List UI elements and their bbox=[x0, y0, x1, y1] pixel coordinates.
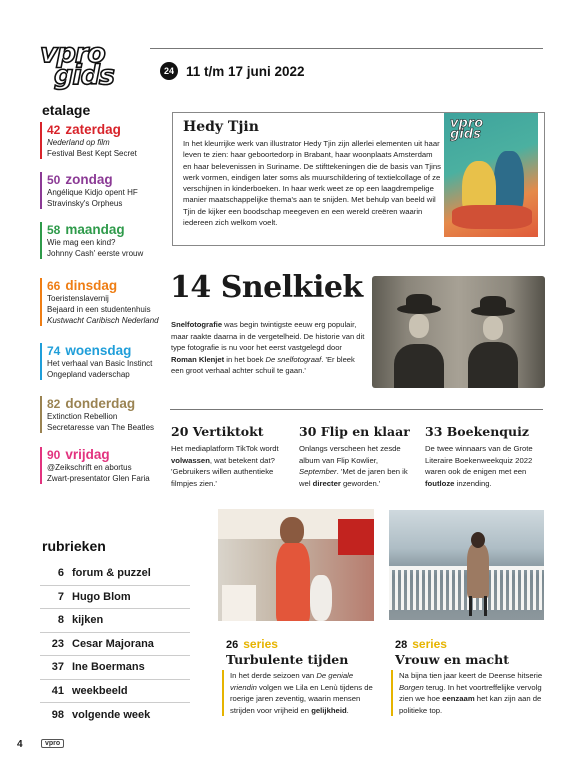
rubriek-item[interactable] bbox=[40, 609, 190, 633]
day-page-number: 82 bbox=[47, 397, 61, 411]
day-page-number: 90 bbox=[47, 448, 61, 462]
column-flip-en-klaar bbox=[299, 424, 415, 489]
issue-number-badge: 24 bbox=[160, 62, 178, 80]
vpro-gids-logo bbox=[40, 38, 150, 90]
day-page-number: 42 bbox=[47, 123, 61, 137]
day-page-number: 50 bbox=[47, 173, 61, 187]
rubriek-item[interactable] bbox=[40, 656, 190, 680]
top-rule bbox=[150, 48, 543, 49]
rubriek-page-number: 37 bbox=[51, 661, 64, 674]
day-item: Festival Best Kept Secret bbox=[47, 149, 137, 158]
day-heading bbox=[47, 122, 185, 137]
day-item: Bejaard in een studentenhuis bbox=[47, 305, 151, 314]
magazine-cover-image bbox=[444, 113, 538, 237]
issue-header bbox=[160, 62, 305, 80]
rubriek-page-number: 23 bbox=[51, 637, 64, 650]
snelkiek-title[interactable]: 14 Snelkiek bbox=[170, 270, 363, 305]
rubriek-item[interactable] bbox=[40, 586, 190, 610]
cover-logo: vpro gids bbox=[450, 116, 484, 142]
rubriek-page-number: 7 bbox=[57, 590, 64, 603]
day-heading bbox=[47, 447, 185, 462]
column-title[interactable]: 30 Flip en klaar bbox=[299, 424, 410, 439]
rubriek-label: forum & puzzel bbox=[72, 567, 151, 580]
day-item: Nederland op film bbox=[47, 138, 110, 147]
column-title[interactable]: 20 Vertiktokt bbox=[171, 424, 264, 439]
day-page-number: 58 bbox=[47, 223, 61, 237]
series-title-turbulente-tijden[interactable]: Turbulente tijden bbox=[226, 652, 349, 667]
series-photo-geniale-vriendin bbox=[218, 509, 374, 621]
day-item: Toeristenslavernij bbox=[47, 294, 109, 303]
day-name: woensdag bbox=[65, 343, 132, 358]
day-item: Kustwacht Caribisch Nederland bbox=[47, 316, 159, 325]
rubriek-label: volgende week bbox=[72, 708, 151, 721]
series-text: In het derde seizoen van De geniale vriendin volgen we Lila en Lenù tijdens de roerige jaren zeventig, waarin mensen strijden voor vrijheid en gelijkheid. bbox=[222, 670, 374, 716]
day-zondag[interactable] bbox=[40, 172, 185, 209]
series-label: 26 series bbox=[226, 637, 278, 651]
logo-line-2: gids bbox=[54, 60, 114, 91]
date-range: 11 t/m 17 juni 2022 bbox=[186, 63, 305, 79]
day-item: Wie mag een kind? bbox=[47, 238, 116, 247]
day-name: maandag bbox=[65, 222, 125, 237]
rubriek-label: Cesar Majorana bbox=[72, 637, 154, 650]
day-donderdag[interactable] bbox=[40, 396, 185, 433]
rubriek-item[interactable] bbox=[40, 703, 190, 727]
column-vertiktokt bbox=[171, 424, 291, 489]
day-name: vrijdag bbox=[65, 447, 110, 462]
day-heading bbox=[47, 343, 185, 358]
day-item: Angélique Kidjo opent HF bbox=[47, 188, 138, 197]
day-item: Stravinsky's Orpheus bbox=[47, 199, 123, 208]
series-text: Na bijna tien jaar keert de Deense hitserie Borgen terug. In het voortreffelijke vervolg zien we hoe eenzaam het kan zijn aan de politieke top. bbox=[391, 670, 543, 716]
day-dinsdag[interactable] bbox=[40, 278, 185, 326]
page-number: 4 bbox=[17, 739, 23, 750]
day-heading bbox=[47, 396, 185, 411]
vintage-photo-two-women bbox=[372, 276, 545, 388]
hedy-title[interactable]: Hedy Tjin bbox=[183, 119, 259, 135]
day-item: Het verhaal van Basic Instinct bbox=[47, 359, 153, 368]
day-item: Extinction Rebellion bbox=[47, 412, 118, 421]
column-boekenquiz bbox=[425, 424, 543, 489]
rubriek-label: kijken bbox=[72, 614, 104, 627]
series-label: 28 series bbox=[395, 637, 447, 651]
etalage-title: etalage bbox=[42, 102, 91, 118]
rubrieken-list bbox=[40, 562, 190, 727]
series-photo-borgen bbox=[389, 510, 544, 620]
rubriek-page-number: 8 bbox=[57, 614, 64, 627]
day-heading bbox=[47, 278, 185, 293]
column-title[interactable]: 33 Boekenquiz bbox=[425, 424, 529, 439]
footer-vpro-mark: vpro bbox=[41, 739, 64, 748]
snelkiek-text: Snelfotografie was begin twintigste eeuw erg populair, maar raakte daarna in de vergetelheid. De historie van dit type fotografie is nu voor het eerst vastgelegd door Roman Klenjet in het boek De snelfotograaf. 'Er bleek een groot verhaal achter schuil te gaan.' bbox=[171, 320, 365, 375]
rubriek-label: Ine Boermans bbox=[72, 661, 145, 674]
series-title-vrouw-en-macht[interactable]: Vrouw en macht bbox=[395, 652, 510, 667]
day-page-number: 66 bbox=[47, 279, 61, 293]
rubriek-label: weekbeeld bbox=[72, 684, 128, 697]
day-name: donderdag bbox=[65, 396, 136, 411]
rubriek-page-number: 6 bbox=[57, 567, 64, 580]
day-page-number: 74 bbox=[47, 344, 61, 358]
day-name: dinsdag bbox=[65, 278, 118, 293]
rubriek-page-number: 41 bbox=[51, 684, 64, 697]
column-text: De twee winnaars van de Grote Literaire Boekenweekquiz 2022 waren ook de enigen met een foutloze inzending. bbox=[425, 444, 533, 488]
rubriek-item[interactable] bbox=[40, 633, 190, 657]
day-zaterdag[interactable] bbox=[40, 122, 185, 159]
rubriek-item[interactable] bbox=[40, 680, 190, 704]
section-rule bbox=[170, 409, 543, 410]
column-text: Het mediaplatform TikTok wordt volwassen, wat betekent dat? 'Gebruikers willen authentieke filmpjes zien.' bbox=[171, 444, 279, 488]
day-item: @Zeikschrift en abortus bbox=[47, 463, 132, 472]
day-vrijdag[interactable] bbox=[40, 447, 185, 484]
day-name: zondag bbox=[65, 172, 113, 187]
day-item: Zwart-presentator Glen Faria bbox=[47, 474, 150, 483]
rubriek-page-number: 98 bbox=[51, 708, 64, 721]
rubriek-label: Hugo Blom bbox=[72, 590, 131, 603]
day-item: Johnny Cash' eerste vrouw bbox=[47, 249, 144, 258]
rubrieken-title: rubrieken bbox=[42, 538, 106, 554]
hedy-text: In het kleurrijke werk van illustrator Hedy Tjin zijn allerlei elementen uit haar leven te zien: haar geboortedorp in Brabant, haar woonplaats Amsterdam en haar belevenissen in Suriname. De stifttekeningen die de basis van Tjins werk vormen, eindigen later soms als muurschildering of textielcollage of ze verschijnen in kinderboeken. In haar werk weet ze op een laagdrempelige manier maatschappelijke thema's aan te snijden. Met behulp van beeld wil Tjin de kijker een boodschap meegeven en een wereld creëren waarin iedereen zich welkom voelt. bbox=[183, 139, 441, 228]
day-item: Ongepland vaderschap bbox=[47, 370, 130, 379]
day-maandag[interactable] bbox=[40, 222, 185, 259]
day-name: zaterdag bbox=[65, 122, 121, 137]
column-text: Onlangs verscheen het zesde album van Flip Kowlier, September. 'Met de jaren ben ik wel directer geworden.' bbox=[299, 444, 408, 488]
rubriek-item[interactable] bbox=[40, 562, 190, 586]
logo-line-1: vpro bbox=[40, 38, 105, 69]
day-woensdag[interactable] bbox=[40, 343, 185, 380]
day-item: Secretaresse van The Beatles bbox=[47, 423, 155, 432]
day-heading bbox=[47, 172, 185, 187]
day-heading bbox=[47, 222, 185, 237]
